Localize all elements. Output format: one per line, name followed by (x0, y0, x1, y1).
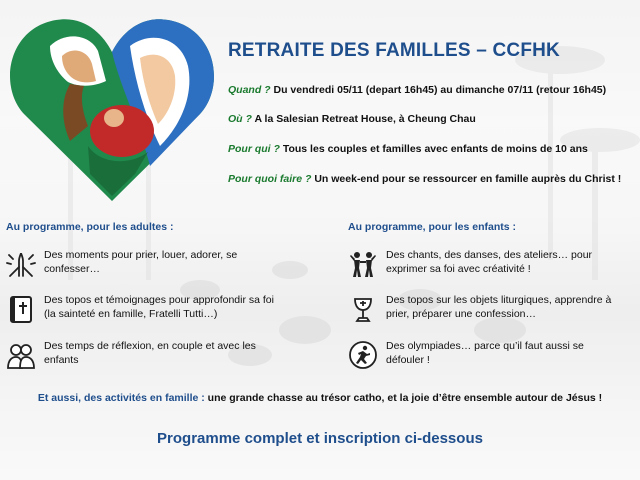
info-where-text: A la Salesian Retreat House, à Cheung Chau (251, 113, 476, 125)
praying-hands-icon (6, 249, 36, 279)
adults-item-prayer-text: Des moments pour prier, louer, adorer, se confesser… (44, 249, 238, 275)
couple-icon (6, 340, 36, 370)
info-where (228, 113, 476, 125)
chalice-icon (348, 294, 378, 324)
info-who (228, 143, 588, 155)
family-activities-label: Et aussi, des activités en famille : (37, 392, 205, 404)
children-item-liturgy-text: Des topos sur les objets liturgiques, apprendre à prier, préparer une confession… (386, 294, 612, 320)
children-item-olympics-text: Des olympiades… parce qu’il faut aussi se défouler ! (386, 340, 584, 366)
info-why-label: Pour quoi faire ? (228, 173, 312, 185)
adults-item-talks-text: Des topos et témoignages pour approfondir sa foi (la sainteté en famille, Fratelli Tutti…) (44, 294, 274, 320)
children-item-liturgy (348, 294, 638, 324)
adults-item-reflection-text: Des temps de réflexion, en couple et avec les enfants (44, 340, 256, 366)
info-who-label: Pour qui ? (228, 143, 280, 155)
dancing-kids-icon (348, 249, 378, 279)
info-who-text: Tous les couples et familles avec enfants de moins de 10 ans (279, 143, 588, 155)
children-heading: Au programme, pour les enfants : (348, 221, 517, 233)
children-item-olympics (348, 340, 638, 370)
family-activities-line (0, 392, 640, 404)
info-when (228, 84, 606, 96)
info-when-text: Du vendredi 05/11 (depart 16h45) au dimanche 07/11 (retour 16h45) (270, 84, 607, 96)
registration-cta[interactable]: Programme complet et inscription ci-dessous (157, 430, 483, 447)
adults-item-prayer (6, 249, 296, 279)
adults-item-talks (6, 294, 296, 324)
page-title: RETRAITE DES FAMILLES – CCFHK (228, 40, 560, 61)
info-why (228, 173, 621, 185)
adults-item-reflection (6, 340, 296, 370)
family-activities-text: une grande chasse au trésor catho, et la joie d’être ensemble autour de Jésus ! (204, 392, 603, 404)
children-item-songs (348, 249, 638, 279)
info-where-label: Où ? (228, 113, 252, 125)
info-why-text: Un week-end pour se ressourcer en famille auprès du Christ ! (311, 173, 622, 185)
bible-icon (6, 294, 36, 324)
runner-medal-icon (348, 340, 378, 370)
info-when-label: Quand ? (228, 84, 271, 96)
children-item-songs-text: Des chants, des danses, des ateliers… pour exprimer sa foi avec créativité ! (386, 249, 593, 275)
adults-heading: Au programme, pour les adultes : (6, 221, 174, 233)
holy-family-heart-logo (10, 6, 215, 206)
